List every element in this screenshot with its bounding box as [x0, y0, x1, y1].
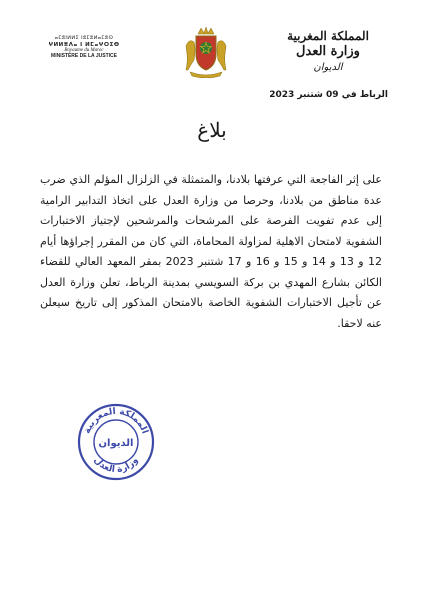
letterhead	[0, 20, 424, 90]
stamp-outer-top-text: المملكة المغربية	[82, 406, 150, 436]
stamp-outer-bottom-text: وزارة العدل	[91, 455, 141, 476]
kingdom-name-ar: المملكة المغربية	[287, 29, 369, 43]
tifinagh-line-2: ⵖⵍⵍⴻⴷⴰ ⵏ ⵍⵎⴰⵖⵔⵉⴱ	[48, 41, 120, 48]
stamp-center-text: الديوان	[98, 438, 134, 449]
document-title: بلاغ	[197, 118, 227, 142]
svg-text:وزارة العدل	[91, 455, 140, 475]
ministry-name-fr: MINISTÈRE DE LA JUSTICE	[51, 52, 117, 59]
cabinet-name-ar: الديوان	[313, 62, 343, 74]
coat-of-arms-icon	[184, 26, 228, 78]
communique-body: على إثر الفاجعة التي عرفتها بلادنا، والمتمثلة في الزلزال المؤلم الذي ضرب عدة مناطق من بلادنا، وحرصا من وزارة العدل على اتخاذ التدابير الرامية إلى عدم تفويت الفرصة على المرشحات والمرشحين لإجتياز الاختبارات الشفوية لامتحان الاهلية لمزاولة المحاماة، التي كان من المقرر إجراؤها أيام 12 و 13 و 14 و 15 و 16 و 17 شتنبر 2023 بمقر المعهد العالي للقضاء الكائن بشارع المهدي بن بركة السويسي بمدينة الرباط، تعلن وزارة العدل عن تأجيل الاختبارات الشفوية الخاصة بالامتحان المذكور إلى تاريخ سيعلن عنه لاحقا.	[40, 173, 382, 330]
letterhead-right-block	[278, 30, 378, 73]
ministry-name-ar: وزارة العدل	[296, 44, 360, 60]
kingdom-name-fr: Royaume du Maroc	[64, 48, 104, 54]
official-stamp	[76, 402, 156, 482]
tifinagh-line-1: ⴰⵎⵓⵏⵍⵍⵉ ⵏⵓⵎⵓⵍⴰⵎⵓⵙ	[54, 35, 114, 41]
document-date: الرباط في 09 شتنبر 2023	[269, 90, 388, 100]
letterhead-left-block	[44, 36, 124, 60]
svg-text:المملكة المغربية	[83, 407, 150, 435]
